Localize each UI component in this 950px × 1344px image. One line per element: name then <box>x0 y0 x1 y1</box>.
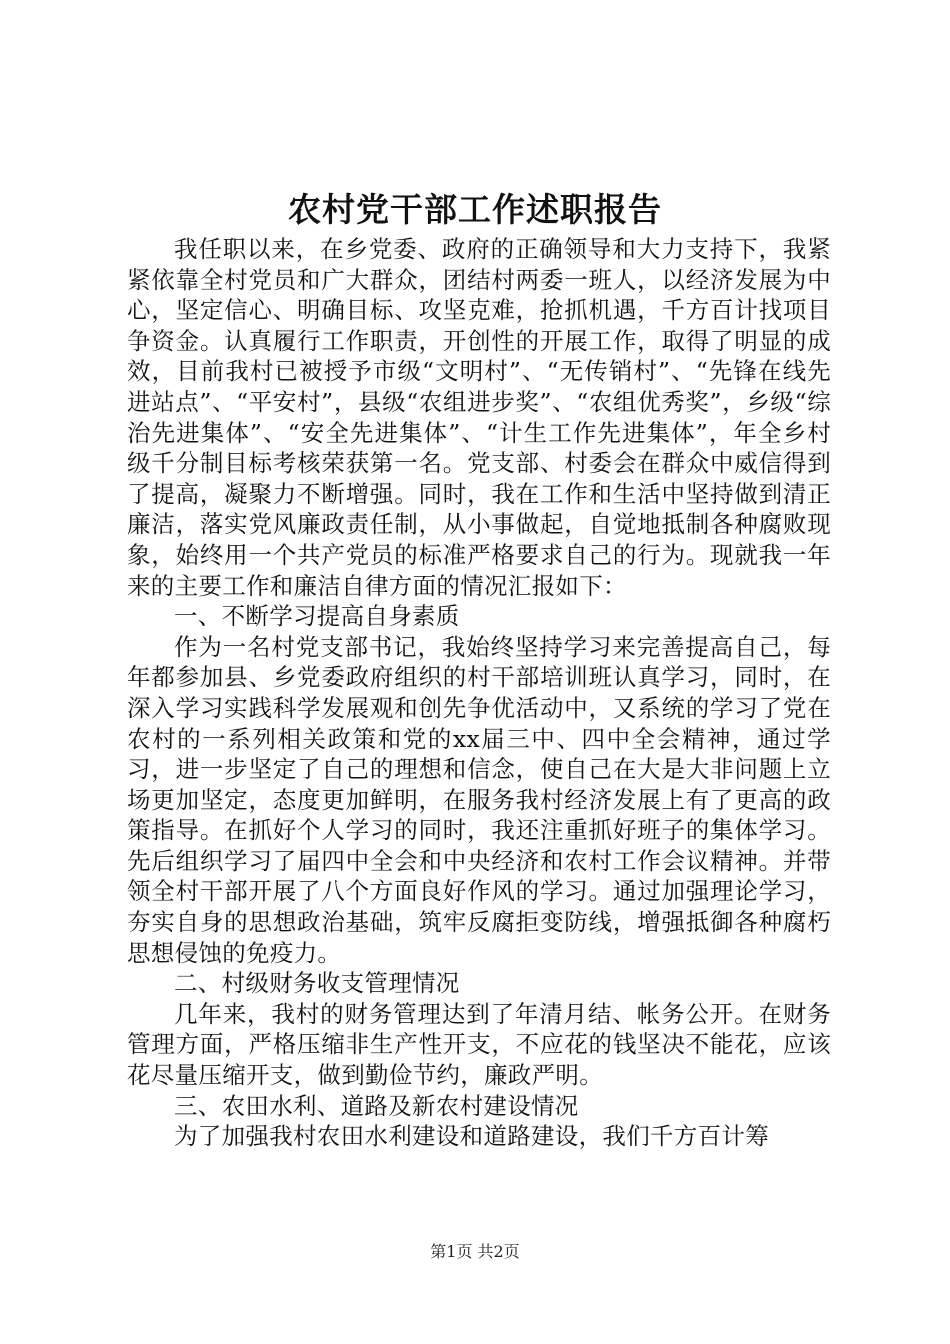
document-title: 农村党干部工作述职报告 <box>288 190 662 229</box>
section-heading-1: 一、不断学习提高自身素质 <box>174 602 460 631</box>
paragraph-intro: 我任职以来，在乡党委、政府的正确领导和大力支持下，我紧紧依靠全村党员和广大群众，团结村两委一班人，以经济发展为中心，坚定信心、明确目标、攻坚克难，抢抓机遇，千方百计找项目争资金。认真履行工作职责，开创性的开展工作，取得了明显的成效，目前我村已被授予市级“文明村”、“无传销村”、“先锋在线先进站点”、“平安村”，县级“农组进步奖”、“农组优秀奖”，乡级“综治先进集体”、“安全先进集体”、“计生工作先进集体”，年全乡村级千分制目标考核荣获第一名。党支部、村委会在群众中威信得到了提高，凝聚力不断增强。同时，我在工作和生活中坚持做到清正廉洁，落实党风廉政责任制，从小事做起，自觉地抵制各种腐败现象，始终用一个共产党员的标准严格要求自己的行为。现就我一年来的主要工作和廉洁自律方面的情况汇报如下： <box>127 235 831 600</box>
paragraph-finance: 几年来，我村的财务管理达到了年清月结、帐务公开。在财务管理方面，严格压缩非生产性开支，不应花的钱坚决不能花，应该花尽量压缩开支，做到勤俭节约，廉政严明。 <box>127 999 831 1090</box>
document-body <box>127 234 831 1152</box>
section-heading-2: 二、村级财务收支管理情况 <box>174 969 460 998</box>
paragraph-irrigation: 为了加强我村农田水利建设和道路建设，我们千方百计筹 <box>174 1122 769 1151</box>
page-number-footer: 第1页 共2页 <box>430 1242 520 1261</box>
paragraph-study: 作为一名村党支部书记，我始终坚持学习来完善提高自己，每年都参加县、乡党委政府组织的村干部培训班认真学习，同时，在深入学习实践科学发展观和创先争优活动中，又系统的学习了党在农村的一系列相关政策和党的xx届三中、四中全会精神，通过学习，进一步坚定了自己的理想和信念，使自己在大是大非问题上立场更加坚定，态度更加鲜明，在服务我村经济发展上有了更高的政策指导。在抓好个人学习的同时，我还注重抓好班子的集体学习。先后组织学习了届四中全会和中央经济和农村工作会议精神。并带领全村干部开展了八个方面良好作风的学习。通过加强理论学习，夯实自身的思想政治基础，筑牢反腐拒变防线，增强抵御各种腐朽思想侵蚀的免疫力。 <box>127 632 831 967</box>
section-heading-3: 三、农田水利、道路及新农村建设情况 <box>174 1091 579 1120</box>
